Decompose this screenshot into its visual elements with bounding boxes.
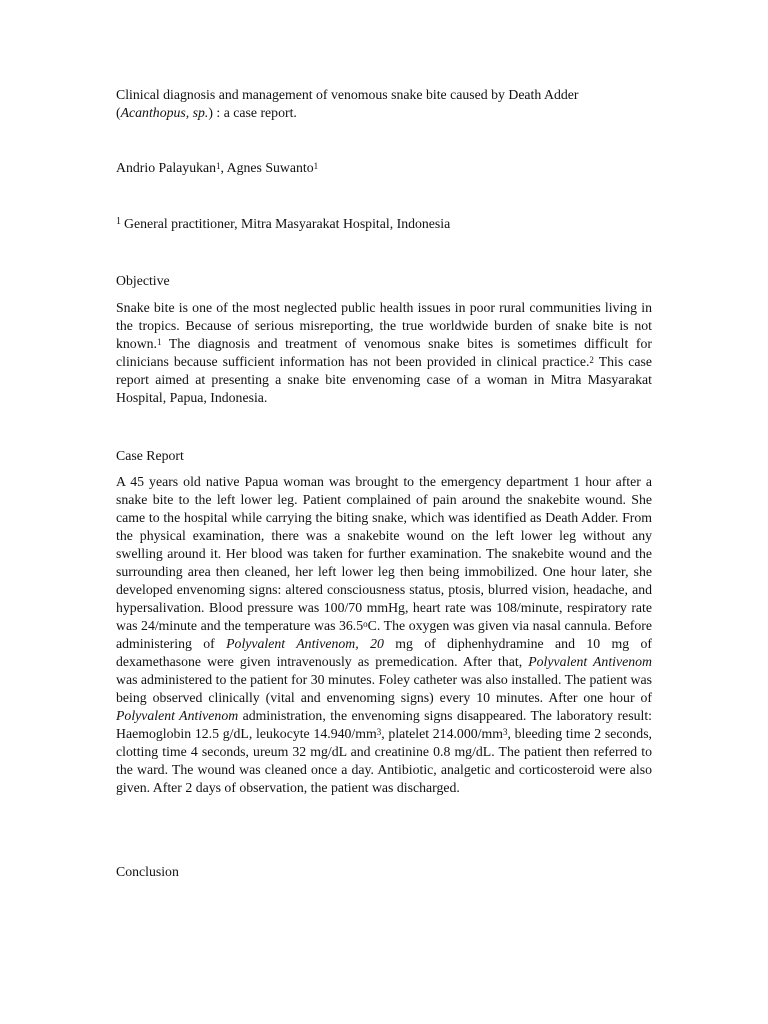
unit-exponent: 3 [502,726,508,737]
objective-heading: Objective [116,273,170,288]
case-text: was administered to the patient for 30 minutes. Foley catheter was also installed. The patient was being observed clinically (vital and envenoming signs) every 10 minutes. After one hour of [116,672,652,705]
case-report-heading: Case Report [116,448,184,463]
author-affiliation-marker: 1 [216,160,221,171]
author-separator: , [220,160,227,175]
title-open-paren: ( [116,105,121,120]
citation-marker: 2 [589,354,594,365]
case-text: A 45 years old native Papua woman was brought to the emergency department 1 hour after a snake bite to the left lower leg. Patient complained of pain around the snakebite wound. She came to the hospital while carrying the biting snake, which was identified as Death Adder. From the physical examination, there was a snakebite wound on the left lower leg without any swelling around it. Her blood was taken for further examination. The snakebite wound and the surrounding area then cleaned, her left lower leg then being immobilized. One hour later, she developed envenoming signs: altered consciousness status, ptosis, blurred vision, headache, and hypersalivation. Blood pressure was 100/70 mmHg, heart rate was 108/minute, respiratory rate was 24/minute and the temperature was 36.5 [116,474,652,633]
title-text: Clinical diagnosis and management of venomous snake bite caused by Death Adder [116,87,579,102]
author-affiliation-marker: 1 [313,160,319,171]
case-text: administration, the envenoming signs disappeared. The laboratory result: Haemoglobin 12.5 g/dL, leukocyte 14.940/mm [116,708,652,741]
title-species: Acanthopus, sp. [120,105,209,120]
author-name: Andrio Palayukan [116,160,217,175]
objective-paragraph [116,299,652,407]
case-report-paragraph [116,473,652,797]
case-text: C. The oxygen was given via nasal cannula. Before administering of [116,618,653,651]
conclusion-heading: Conclusion [116,864,179,879]
drug-name: Polyvalent Antivenom, 20 [226,636,384,651]
affiliation-marker: 1 [116,215,121,227]
affiliation-text: General practitioner, Mitra Masyarakat Hospital, Indonesia [124,216,451,231]
degree-marker: o [363,618,368,629]
affiliation [116,215,652,235]
objective-text: Snake bite is one of the most neglected public health issues in poor rural communities living in the tropics. Because of serious misreporting, the true worldwide burden of snake bite is not known. [116,300,652,351]
objective-text: This case report aimed at presenting a snake bite envenoming case of a woman in Mitra Masyarakat Hospital, Papua, Indonesia. [116,354,653,405]
case-text: mg of diphenhydramine and 10 mg of dexamethasone were given intravenously as premedication. After that, [116,636,653,669]
case-text: , platelet 214.000/mm [381,726,503,741]
drug-name: Polyvalent Antivenom [528,654,652,669]
citation-marker: 1 [157,336,162,347]
case-text: , bleeding time 2 seconds, clotting time 4 seconds, ureum 32 mg/dL and creatinine 0.8 mg/dL. The patient then referred to the ward. The wound was cleaned once a day. Antibiotic, analgetic and corticosteroid were also given. After 2 days of observation, the patient was discharged. [116,726,653,795]
author-name: Agnes Suwanto [226,160,314,175]
paper-title [116,86,652,122]
title-rest: ) : a case report. [208,105,297,120]
author-list [116,159,652,177]
objective-text: The diagnosis and treatment of venomous snake bites is sometimes difficult for clinicians because sufficient information has not been provided in clinical practice. [116,336,652,369]
unit-exponent: 3 [376,726,382,737]
drug-name: Polyvalent Antivenom [116,708,239,723]
